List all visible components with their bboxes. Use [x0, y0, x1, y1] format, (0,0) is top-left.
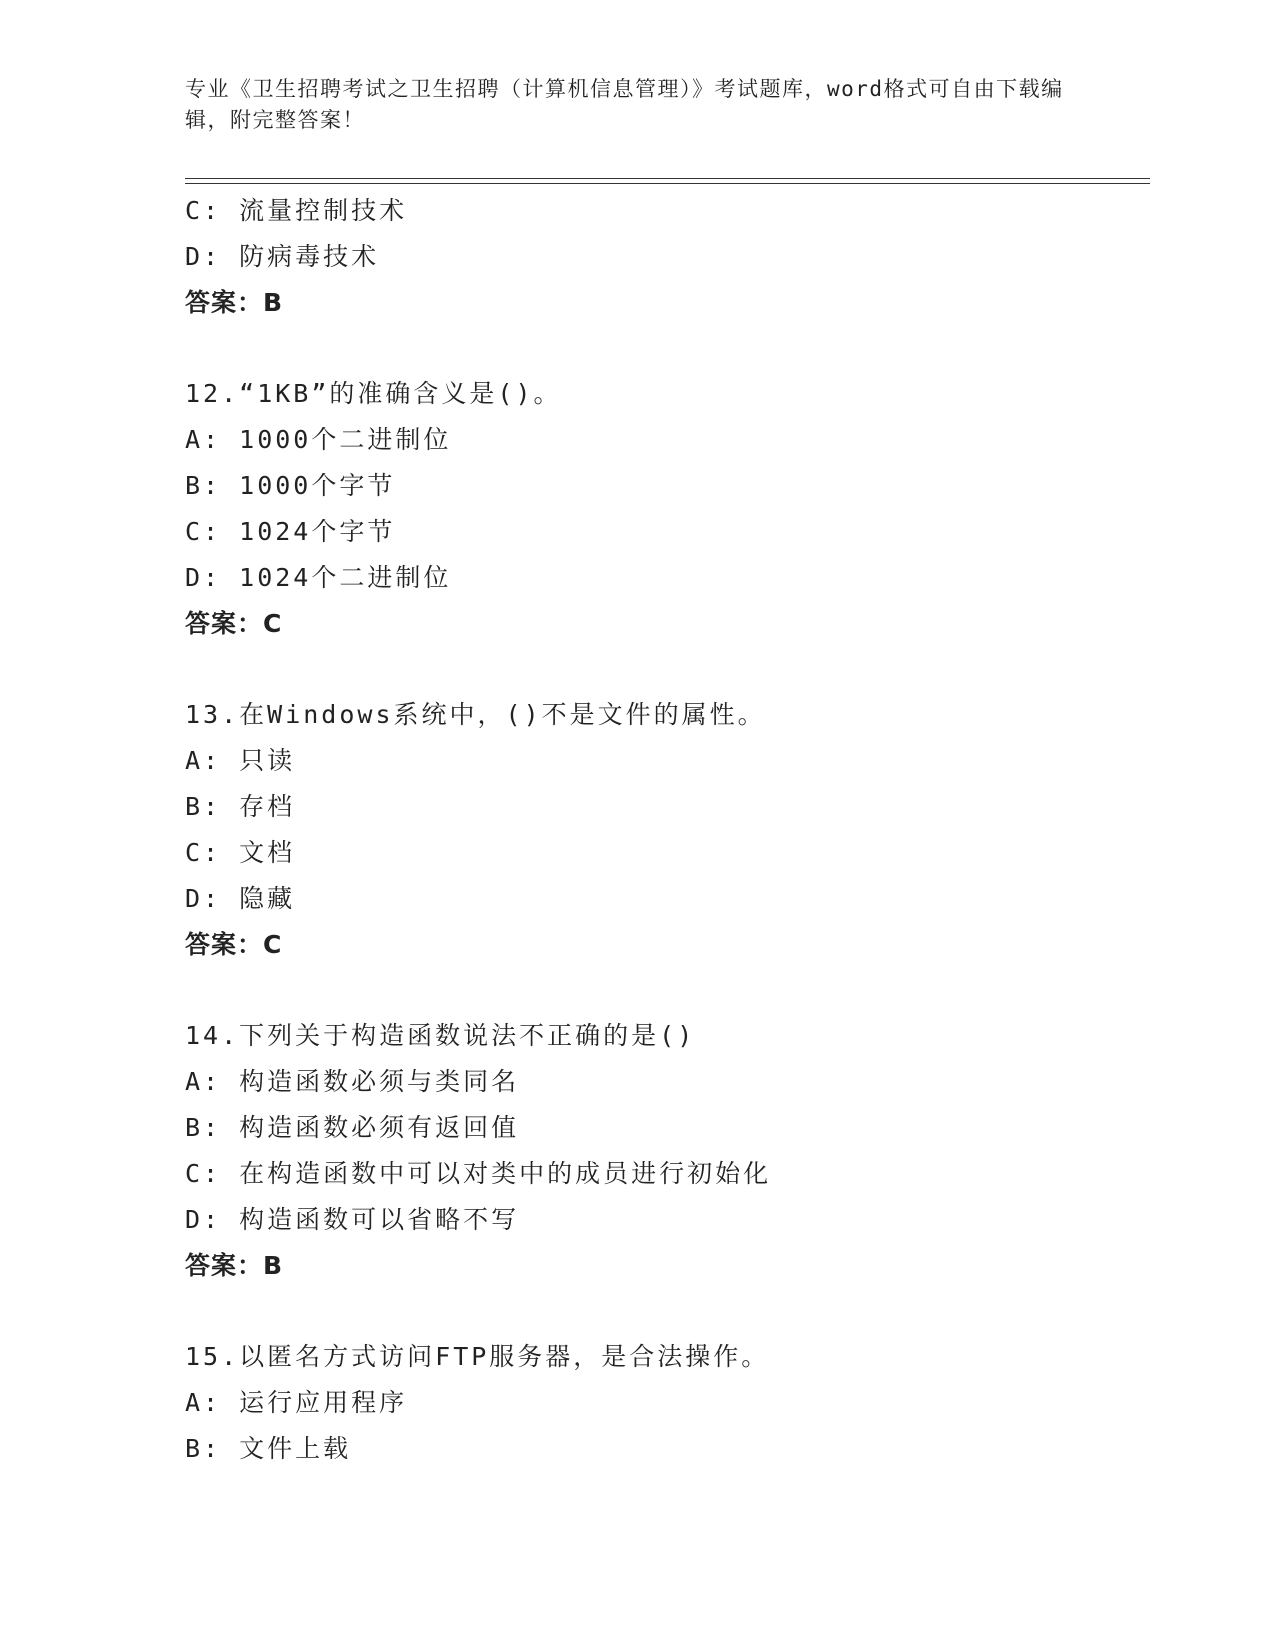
question-stem: 12.“1KB”的准确含义是()。	[185, 379, 562, 408]
option-a: A: 1000个二进制位	[185, 425, 452, 454]
answer-line: 答案：C	[185, 930, 283, 959]
option-a: A: 运行应用程序	[185, 1388, 408, 1417]
question-block-14	[185, 1013, 1145, 1289]
option-c: C: 文档	[185, 838, 296, 867]
answer-line: 答案：B	[185, 288, 284, 317]
question-stem: 14.下列关于构造函数说法不正确的是()	[185, 1021, 696, 1050]
question-stem: 15.以匿名方式访问FTP服务器，是合法操作。	[185, 1342, 770, 1371]
option-c: C: 1024个字节	[185, 517, 396, 546]
option-d: D: 防病毒技术	[185, 242, 380, 271]
option-d: D: 1024个二进制位	[185, 563, 452, 592]
option-a: A: 只读	[185, 746, 296, 775]
option-b: B: 构造函数必须有返回值	[185, 1113, 520, 1142]
answer-line: 答案：B	[185, 1251, 284, 1280]
answer-line: 答案：C	[185, 609, 283, 638]
option-c: C: 流量控制技术	[185, 196, 408, 225]
question-stem: 13.在Windows系统中，()不是文件的属性。	[185, 700, 766, 729]
option-c: C: 在构造函数中可以对类中的成员进行初始化	[185, 1159, 772, 1188]
option-b: B: 存档	[185, 792, 296, 821]
option-b: B: 文件上载	[185, 1434, 352, 1463]
header-rule-top	[185, 178, 1150, 179]
page-header: 专业《卫生招聘考试之卫生招聘（计算机信息管理）》考试题库，word格式可自由下载编辑，附完整答案！	[185, 77, 1064, 132]
question-spacer	[185, 968, 1145, 1013]
question-block-13	[185, 692, 1145, 968]
option-b: B: 1000个字节	[185, 471, 396, 500]
option-a: A: 构造函数必须与类同名	[185, 1067, 520, 1096]
question-spacer	[185, 326, 1145, 371]
option-d: D: 构造函数可以省略不写	[185, 1205, 520, 1234]
option-d: D: 隐藏	[185, 884, 296, 913]
header-rule-bottom	[185, 183, 1150, 184]
question-block-12	[185, 371, 1145, 647]
question-spacer	[185, 647, 1145, 692]
question-block-continued	[185, 188, 1145, 326]
question-list	[185, 188, 1145, 1472]
question-block-15	[185, 1334, 1145, 1472]
question-spacer	[185, 1289, 1145, 1334]
